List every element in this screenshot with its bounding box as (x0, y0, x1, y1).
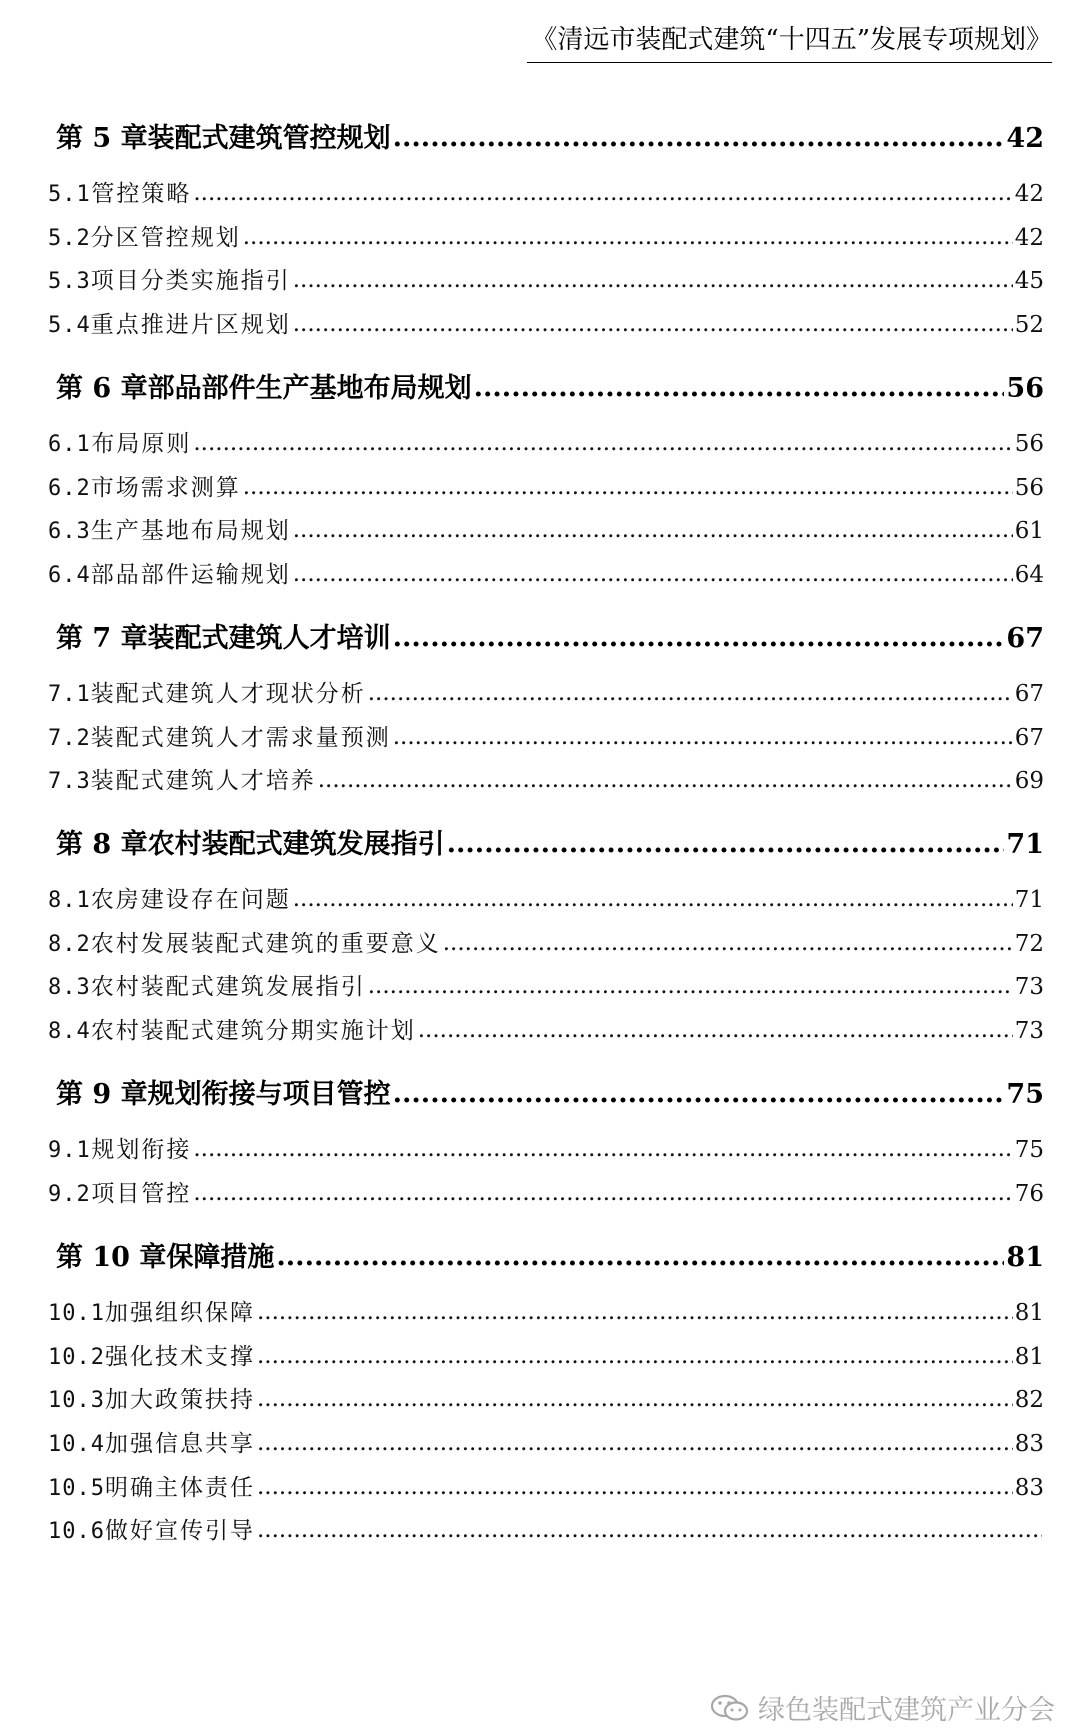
chapter-title: 部品部件生产基地布局规划 (147, 373, 472, 404)
section-title: 农村装配式建筑发展指引 (90, 974, 366, 1000)
page-number: 72 (1014, 931, 1044, 957)
chapter-number: 第 7 章 (56, 623, 148, 654)
section-title: 强化技术支撑 (104, 1344, 255, 1370)
toc-chapter-entry[interactable] (48, 1235, 1044, 1275)
page-number: 67 (1014, 725, 1044, 751)
page-number: 73 (1014, 974, 1044, 1000)
section-number: 5.2 (48, 226, 91, 251)
section-title: 部品部件运输规划 (90, 562, 291, 588)
section-title: 规划衔接 (91, 1137, 192, 1163)
dot-leader (368, 680, 1013, 706)
page-number: 71 (1006, 829, 1044, 860)
section-number: 5.3 (48, 269, 91, 294)
toc-section-entry[interactable] (48, 469, 1044, 503)
section-number: 7.3 (48, 769, 91, 794)
chapter-title: 保障措施 (166, 1242, 275, 1273)
section-number: 10.2 (48, 1345, 105, 1370)
page-number: 67 (1006, 623, 1044, 654)
toc-section-entry[interactable] (48, 1131, 1044, 1165)
section-number: 9.1 (48, 1138, 91, 1163)
toc-section-entry[interactable] (48, 556, 1044, 590)
section-title: 布局原则 (91, 431, 192, 457)
page-number: 42 (1014, 181, 1044, 207)
section-title: 装配式建筑人才培养 (90, 768, 316, 794)
toc-section-entry[interactable] (48, 719, 1044, 753)
chapter-title: 规划衔接与项目管控 (147, 1079, 391, 1110)
page-number: 67 (1014, 681, 1044, 707)
chapter-title: 农村装配式建筑发展指引 (147, 829, 445, 860)
toc-chapter-entry[interactable] (48, 616, 1044, 656)
page-number: 83 (1014, 1431, 1044, 1457)
dot-leader (243, 474, 1013, 500)
section-title: 项目管控 (91, 1181, 192, 1207)
toc-section-entry[interactable] (48, 1425, 1044, 1459)
page-number: 75 (1006, 1079, 1044, 1110)
dot-leader (293, 311, 1013, 337)
dot-leader (418, 1017, 1013, 1043)
page-number: 56 (1014, 431, 1044, 457)
section-title: 生产基地布局规划 (90, 518, 291, 544)
dot-leader (393, 622, 1005, 653)
chapter-title: 装配式建筑管控规划 (147, 123, 391, 154)
dot-leader (293, 517, 1013, 543)
toc-section-entry[interactable] (48, 306, 1044, 340)
dot-leader (243, 224, 1013, 250)
watermark-text: 绿色装配式建筑产业分会 (758, 1695, 1055, 1726)
page-number: 64 (1014, 562, 1044, 588)
wechat-icon (710, 1694, 750, 1722)
toc-section-entry[interactable] (48, 425, 1044, 459)
section-title: 做好宣传引导 (104, 1518, 255, 1544)
toc-chapter-entry[interactable] (48, 1072, 1044, 1112)
document-header (527, 22, 1052, 63)
section-number: 6.2 (48, 476, 91, 501)
toc-section-entry[interactable] (48, 512, 1044, 546)
dot-leader (276, 1241, 1004, 1272)
toc-section-entry[interactable] (48, 968, 1044, 1002)
dot-leader (318, 767, 1013, 793)
page-number: 82 (1014, 1387, 1044, 1413)
page-number: 73 (1014, 1018, 1044, 1044)
section-number: 6.4 (48, 563, 91, 588)
section-title: 市场需求测算 (90, 475, 241, 501)
toc-section-entry[interactable] (48, 762, 1044, 796)
toc-chapter-entry[interactable] (48, 116, 1044, 156)
page-number: 69 (1014, 768, 1044, 794)
section-number: 6.1 (48, 432, 91, 457)
section-number: 7.2 (48, 726, 91, 751)
section-title: 项目分类实施指引 (90, 268, 291, 294)
chapter-title: 装配式建筑人才培训 (147, 623, 391, 654)
section-number: 10.6 (48, 1519, 105, 1544)
toc-section-entry[interactable] (48, 881, 1044, 915)
dot-leader (257, 1474, 1013, 1500)
toc-section-entry[interactable] (48, 262, 1044, 296)
toc-section-entry[interactable] (48, 1338, 1044, 1372)
section-number: 8.3 (48, 975, 91, 1000)
section-number: 5.1 (48, 182, 91, 207)
section-title: 加强组织保障 (104, 1300, 255, 1326)
toc-chapter-entry[interactable] (48, 366, 1044, 406)
dot-leader (447, 828, 1005, 859)
page-number: 81 (1014, 1300, 1044, 1326)
section-title: 管控策略 (91, 181, 192, 207)
dot-leader (368, 973, 1013, 999)
dot-leader (393, 724, 1013, 750)
section-number: 8.4 (48, 1019, 91, 1044)
dot-leader (193, 1136, 1012, 1162)
dot-leader (293, 561, 1013, 587)
watermark (710, 1688, 1055, 1727)
section-number: 10.4 (48, 1432, 105, 1457)
dot-leader (193, 1180, 1012, 1206)
page-number: 75 (1014, 1137, 1044, 1163)
page-number: 71 (1014, 887, 1044, 913)
toc-section-entry[interactable] (48, 1012, 1044, 1046)
page-number: 61 (1014, 518, 1044, 544)
page-number: 56 (1006, 373, 1044, 404)
page-number: 42 (1006, 123, 1044, 154)
page-number: 81 (1014, 1344, 1044, 1370)
page-number: 42 (1014, 225, 1044, 251)
page-number: 81 (1006, 1242, 1044, 1273)
section-number: 8.1 (48, 888, 91, 913)
toc-section-entry[interactable] (48, 1294, 1044, 1328)
page-number: 76 (1014, 1181, 1044, 1207)
toc-section-entry[interactable] (48, 1469, 1044, 1503)
section-number: 7.1 (48, 682, 91, 707)
chapter-number: 第 9 章 (56, 1079, 148, 1110)
section-title: 分区管控规划 (90, 225, 241, 251)
section-title: 装配式建筑人才需求量预测 (90, 725, 391, 751)
section-number: 8.2 (48, 932, 91, 957)
document-header-title: 《清远市装配式建筑“十四五”发展专项规划》 (531, 25, 1052, 55)
chapter-number: 第 10 章 (56, 1242, 167, 1273)
section-title: 农村发展装配式建筑的重要意义 (90, 931, 441, 957)
dot-leader (257, 1386, 1013, 1412)
section-number: 10.3 (48, 1388, 105, 1413)
dot-leader (257, 1517, 1042, 1543)
dot-leader (474, 372, 1005, 403)
dot-leader (193, 430, 1012, 456)
dot-leader (257, 1430, 1013, 1456)
dot-leader (257, 1343, 1013, 1369)
section-title: 装配式建筑人才现状分析 (90, 681, 366, 707)
section-title: 重点推进片区规划 (90, 312, 291, 338)
chapter-number: 第 5 章 (56, 123, 148, 154)
dot-leader (293, 886, 1013, 912)
section-title: 农村装配式建筑分期实施计划 (90, 1018, 416, 1044)
section-number: 5.4 (48, 313, 91, 338)
section-number: 9.2 (48, 1182, 91, 1207)
dot-leader (393, 1078, 1005, 1109)
page-number: 56 (1014, 475, 1044, 501)
chapter-number: 第 8 章 (56, 829, 148, 860)
toc-section-entry[interactable] (48, 925, 1044, 959)
toc-section-entry[interactable] (48, 219, 1044, 253)
toc-section-entry[interactable] (48, 1512, 1044, 1546)
dot-leader (257, 1299, 1013, 1325)
page-number: 52 (1014, 312, 1044, 338)
toc-section-entry[interactable] (48, 1381, 1044, 1415)
dot-leader (443, 930, 1013, 956)
toc-section-entry[interactable] (48, 1175, 1044, 1209)
dot-leader (193, 180, 1012, 206)
section-number: 10.1 (48, 1301, 105, 1326)
dot-leader (393, 122, 1005, 153)
page-number: 45 (1014, 268, 1044, 294)
chapter-number: 第 6 章 (56, 373, 148, 404)
dot-leader (293, 267, 1013, 293)
toc-section-entry[interactable] (48, 175, 1044, 209)
section-title: 明确主体责任 (104, 1475, 255, 1501)
section-number: 10.5 (48, 1476, 105, 1501)
page-number: 83 (1014, 1475, 1044, 1501)
section-number: 6.3 (48, 519, 91, 544)
section-title: 加强信息共享 (104, 1431, 255, 1457)
section-title: 加大政策扶持 (104, 1387, 255, 1413)
toc-section-entry[interactable] (48, 675, 1044, 709)
section-title: 农房建设存在问题 (90, 887, 291, 913)
toc-chapter-entry[interactable] (48, 822, 1044, 862)
